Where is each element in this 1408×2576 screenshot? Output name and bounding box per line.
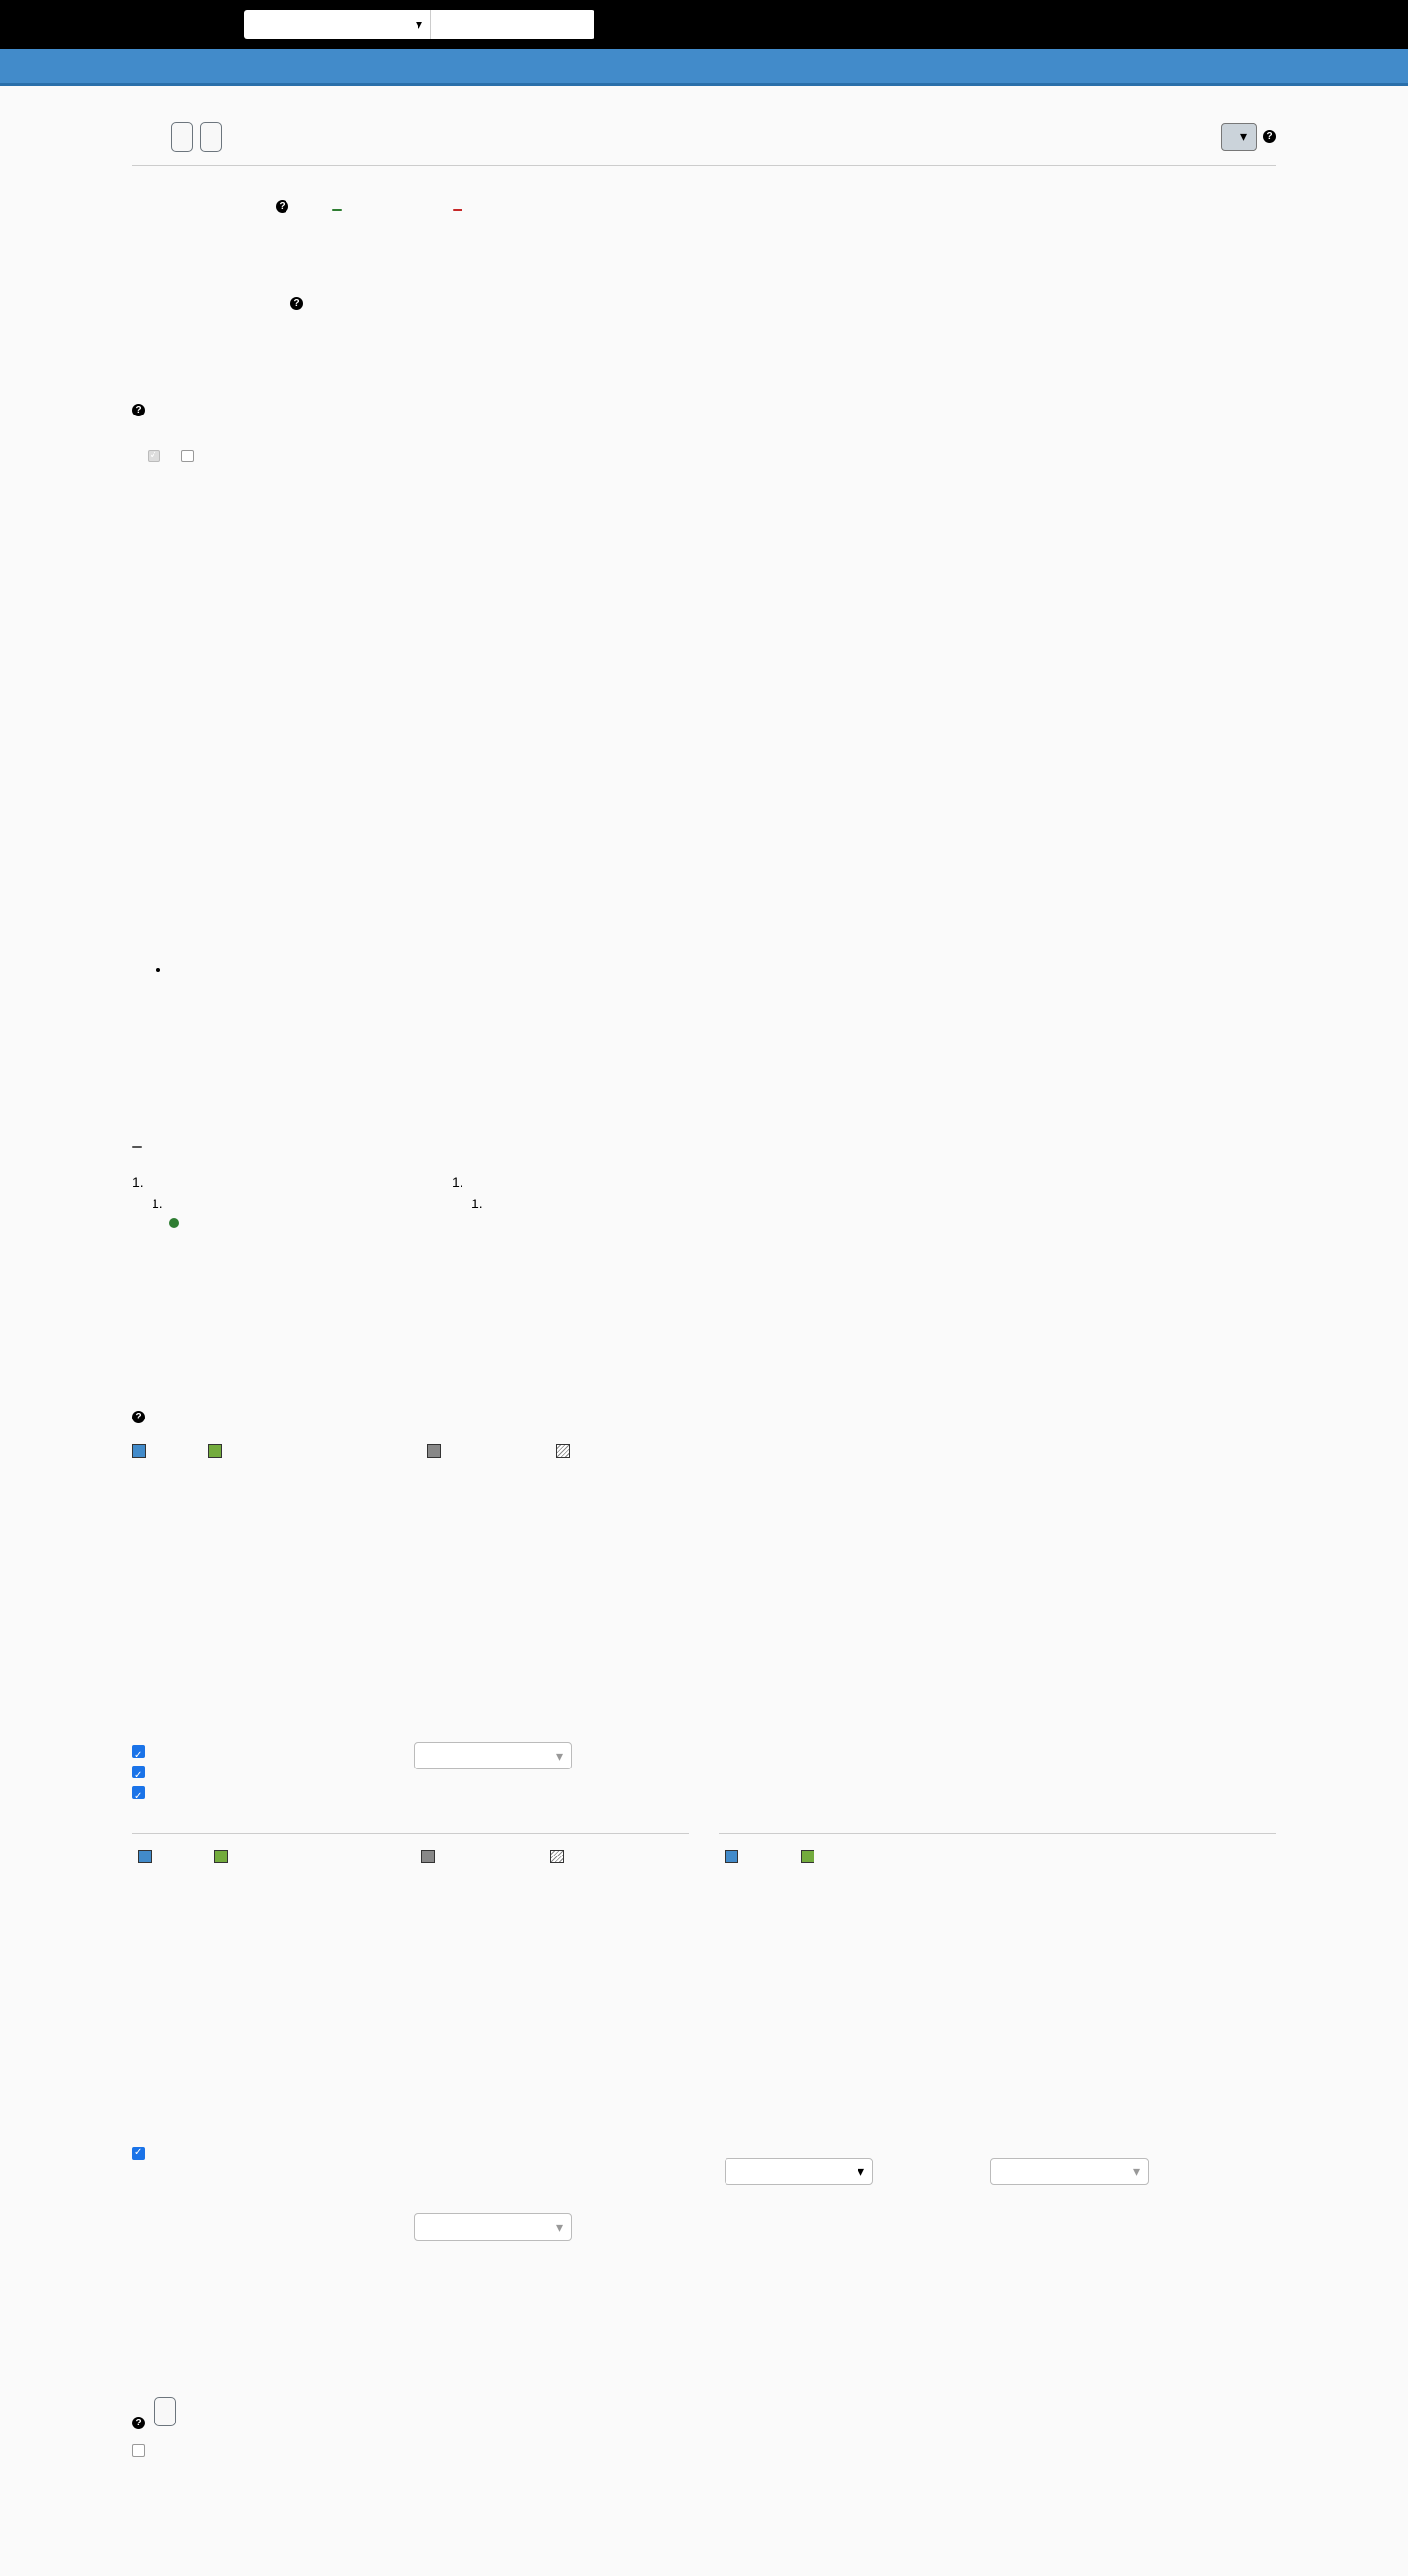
compare-checkbox[interactable] <box>132 1786 145 1799</box>
sq-legend <box>719 1848 1276 1867</box>
help-icon[interactable]: ? <box>276 200 288 213</box>
carriers-swatch <box>427 1444 441 1458</box>
top-nav <box>0 0 1408 49</box>
caret-down-icon: ▾ <box>1239 128 1247 144</box>
plof <box>169 1213 452 1233</box>
gq-chart <box>132 1875 689 2139</box>
high-confidence-dot-icon <box>169 1218 179 1228</box>
cooccurrence <box>719 983 1266 999</box>
het-checkbox[interactable] <box>132 1745 145 1758</box>
chevron-down-icon: ▾ <box>415 16 422 32</box>
chevron-down-icon: ▾ <box>555 2218 563 2235</box>
copy-variant-id-button[interactable] <box>171 122 193 152</box>
page-header <box>132 108 1276 166</box>
age-seq-types <box>414 1742 572 1769</box>
page-title <box>132 121 148 153</box>
help-icon[interactable]: ? <box>132 1411 145 1423</box>
announcement-banner <box>0 49 1408 86</box>
liftover-item <box>171 961 680 978</box>
chevron-down-icon: ▾ <box>1132 2162 1140 2179</box>
variant-summary <box>132 174 680 389</box>
read-data-section <box>132 2381 176 2457</box>
external-resources <box>719 176 1266 192</box>
gq-legend <box>132 1848 689 1867</box>
note-badge <box>132 1146 142 1148</box>
age-chart <box>132 1469 699 1733</box>
genome-swatch <box>208 1444 222 1458</box>
chevron-down-icon: ▾ <box>857 2162 864 2179</box>
search-input[interactable] <box>430 10 594 39</box>
grpmax-label: ? <box>132 295 303 311</box>
consequence-3utr: 1. 1. <box>452 1174 483 1211</box>
include-exomes-checkbox[interactable] <box>148 450 160 462</box>
help-icon[interactable]: ? <box>132 2417 145 2429</box>
age-legend <box>132 1442 699 1462</box>
exome-swatch <box>132 1444 146 1458</box>
ancestry-title <box>132 399 1276 421</box>
consequence-frameshift: 1. 1. <box>132 1164 452 1233</box>
ancestry-section <box>132 399 1276 462</box>
help-icon[interactable]: ? <box>132 404 145 416</box>
dataset-dropdown[interactable] <box>1221 123 1257 151</box>
always-load-checkbox[interactable] <box>132 2444 145 2457</box>
sq-section <box>719 1819 1276 2197</box>
related-variants <box>132 943 680 978</box>
filters-label <box>93 197 288 213</box>
chevron-down-icon: ▾ <box>555 1747 563 1764</box>
load-read-data-button[interactable] <box>154 2397 176 2426</box>
seq-type-select[interactable] <box>414 1742 572 1769</box>
no-variant-badge <box>453 209 462 211</box>
vep-section <box>132 1119 1276 1233</box>
gene-page-button[interactable] <box>200 122 222 152</box>
sq-tabs <box>719 1833 1276 1834</box>
include-controls <box>132 447 1276 462</box>
help-icon[interactable]: ? <box>1263 130 1276 143</box>
metric-select[interactable] <box>725 2158 873 2185</box>
seq-type-select[interactable] <box>990 2158 1149 2185</box>
gq-tabs <box>132 1833 689 1834</box>
sq-controls <box>719 2156 1276 2185</box>
gq-section <box>132 1819 689 2235</box>
hom-checkbox[interactable] <box>132 1766 145 1778</box>
include-genomes-checkbox[interactable] <box>181 450 194 462</box>
age-title <box>132 1406 699 1428</box>
age-section <box>132 1406 699 1802</box>
gq-compare-checkbox[interactable] <box>132 2147 145 2160</box>
gq-seq-types <box>414 2213 572 2241</box>
sq-chart <box>719 1875 1276 2139</box>
seq-type-select[interactable] <box>414 2213 572 2241</box>
all-individuals-swatch <box>556 1444 570 1458</box>
dataset-select[interactable] <box>244 10 430 39</box>
pass-badge <box>332 209 342 211</box>
